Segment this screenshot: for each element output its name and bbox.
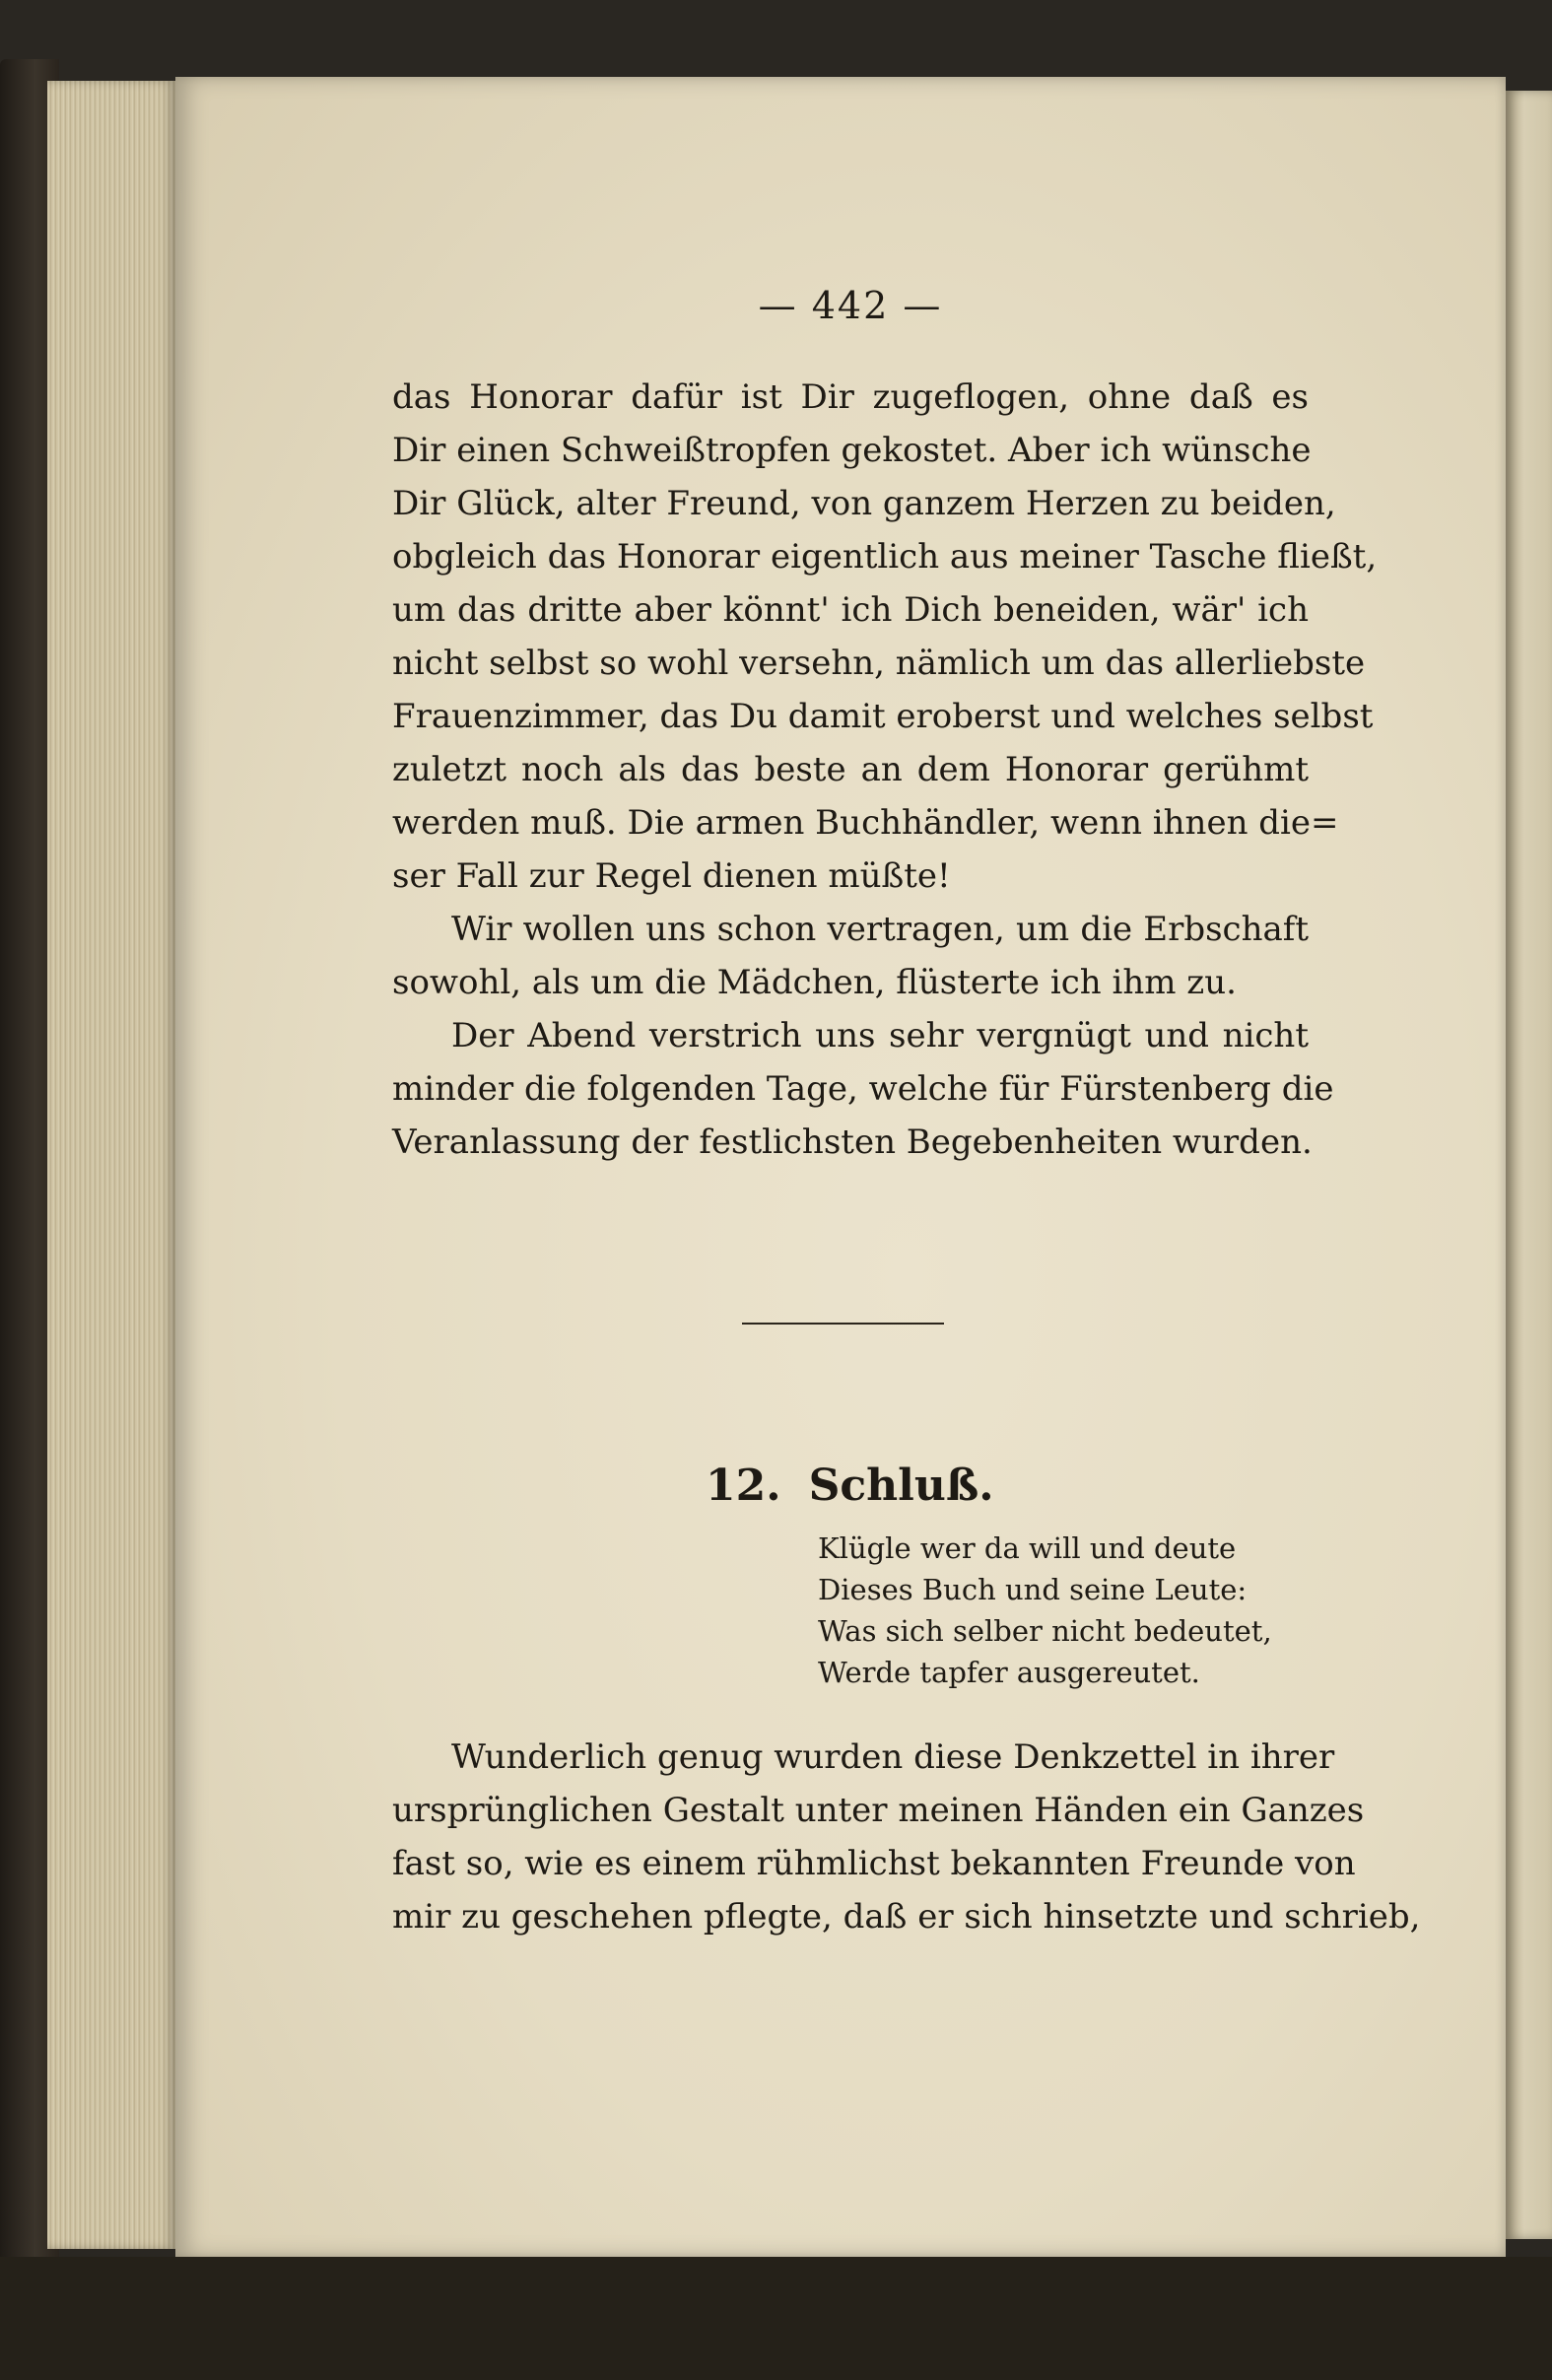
chapter-title: Schluß. <box>808 1461 994 1511</box>
text-line: obgleich das Honorar eigentlich aus meiner Tasche fließt, <box>392 537 1378 577</box>
text-line: Wunderlich genug wurden diese Denkzettel in ihrer <box>451 1737 1335 1777</box>
text-line: das Honorar dafür ist Dir zugeflogen, ohne daß es <box>392 377 1309 417</box>
text-line: mir zu geschehen pflegte, daß er sich hinsetzte und schrieb, <box>392 1897 1421 1937</box>
text-line: nicht selbst so wohl versehn, nämlich um das allerliebste <box>392 644 1366 683</box>
chapter-number: 12. <box>706 1461 781 1511</box>
facing-page-edge <box>1506 91 1552 2239</box>
chapter-heading <box>706 1461 1100 1511</box>
epigraph <box>818 1528 1271 1693</box>
text-line: Dir Glück, alter Freund, von ganzem Herzen zu beiden, <box>392 484 1336 523</box>
text-line: um das dritte aber könnt' ich Dich beneiden, wär' ich <box>392 590 1309 630</box>
text-line: ser Fall zur Regel dienen müßte! <box>392 856 951 896</box>
background-shadow <box>0 2257 1552 2380</box>
section-divider <box>742 1323 944 1325</box>
text-line: sowohl, als um die Mädchen, flüsterte ich ihm zu. <box>392 963 1237 1002</box>
text-line: Frauenzimmer, das Du damit eroberst und welches selbst <box>392 697 1374 736</box>
text-line: Veranlassung der festlichsten Begebenheiten wurden. <box>392 1122 1313 1162</box>
text-line: werden muß. Die armen Buchhändler, wenn ihnen die= <box>392 803 1339 843</box>
text-line: Dir einen Schweißtropfen gekostet. Aber ich wünsche <box>392 431 1312 470</box>
text-line: minder die folgenden Tage, welche für Fürstenberg die <box>392 1069 1334 1109</box>
epigraph-line: Dieses Buch und seine Leute: <box>818 1573 1248 1606</box>
epigraph-line: Klügle wer da will und deute <box>818 1531 1237 1565</box>
text-line: Wir wollen uns schon vertragen, um die Erbschaft <box>451 910 1309 949</box>
text-block-bottom <box>392 1731 1421 1943</box>
text-line: ursprünglichen Gestalt unter meinen Händen ein Ganzes <box>392 1791 1365 1830</box>
text-line: fast so, wie es einem rühmlichst bekannten Freunde von <box>392 1844 1356 1883</box>
text-block-top <box>392 371 1378 1169</box>
text-line: Der Abend verstrich uns sehr vergnügt und nicht <box>451 1016 1309 1055</box>
text-line: zuletzt noch als das beste an dem Honorar gerühmt <box>392 750 1309 789</box>
page-stack-edges <box>47 81 175 2249</box>
epigraph-line: Was sich selber nicht bedeutet, <box>818 1614 1272 1648</box>
page-number: — 442 — <box>758 284 943 327</box>
epigraph-line: Werde tapfer ausgereutet. <box>818 1656 1200 1689</box>
